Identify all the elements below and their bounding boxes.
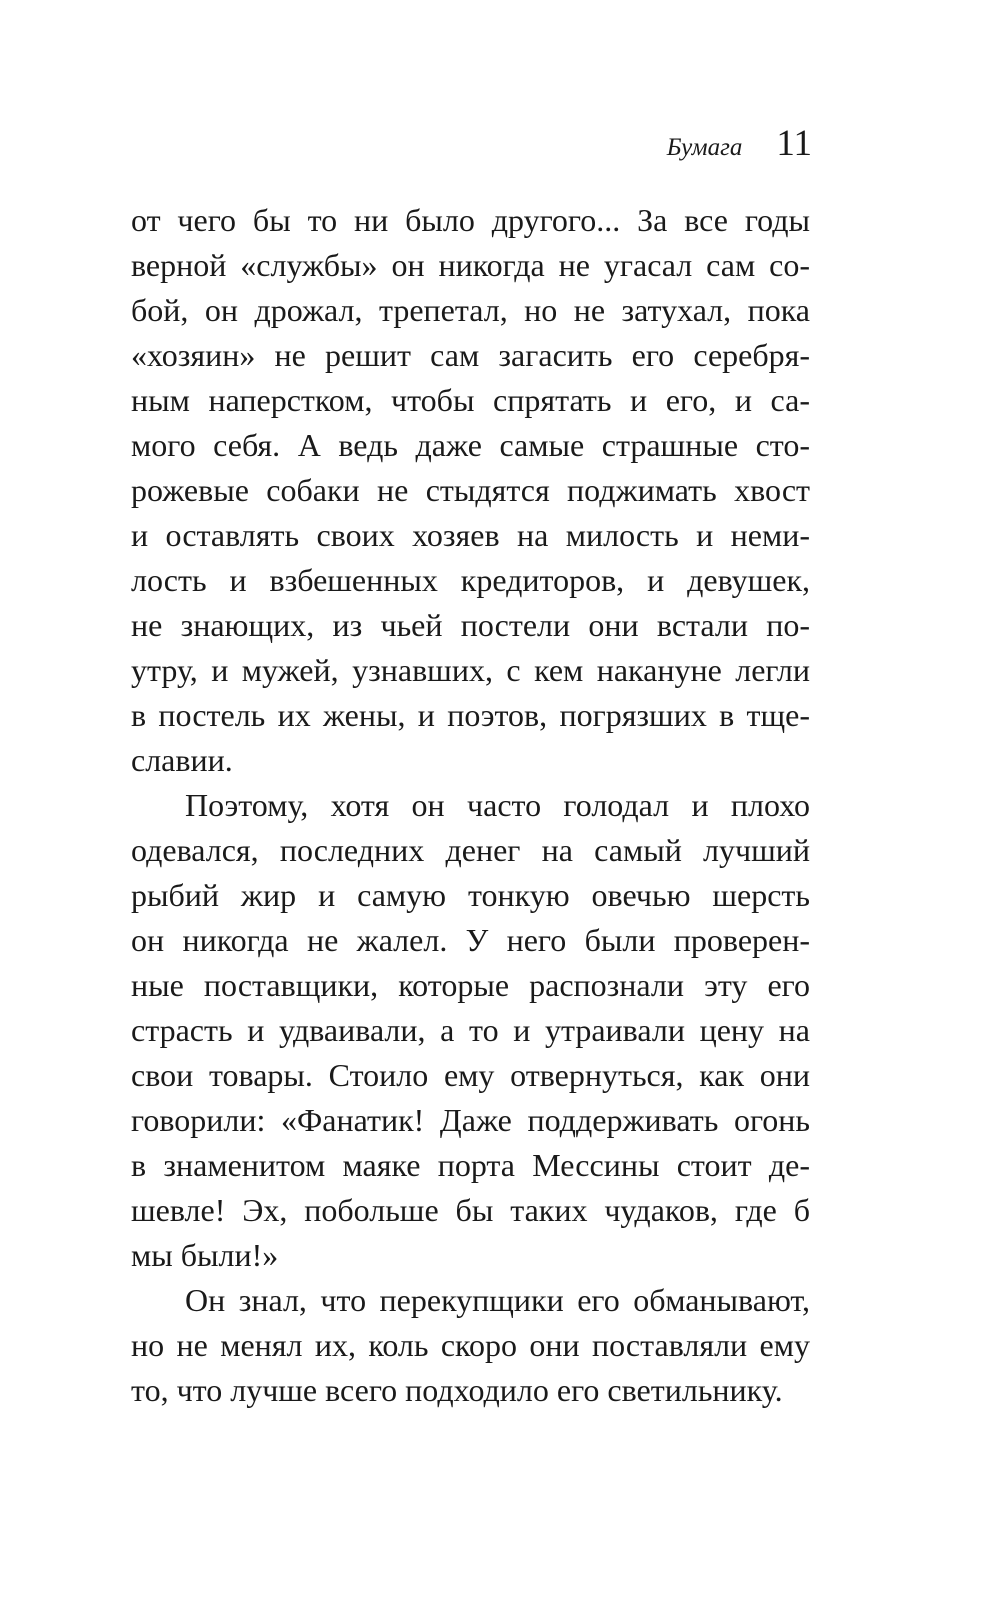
text-line: Поэтому, хотя он часто голодал и плохо xyxy=(185,787,810,823)
text-line: то, что лучше всего подходило его светильнику. xyxy=(131,1372,783,1408)
text-line: в знаменитом маяке порта Мессины стоит де- xyxy=(131,1147,810,1183)
text-line: не знающих, из чьей постели они встали по- xyxy=(131,607,810,643)
paragraph xyxy=(131,783,810,1278)
text-line: он никогда не жалел. У него были проверен- xyxy=(131,922,810,958)
page-number: 11 xyxy=(776,123,812,164)
text-line: от чего бы то ни было другого... За все годы xyxy=(131,202,810,238)
text-line: рыбий жир и самую тонкую овечью шерсть xyxy=(131,877,810,913)
text-line: утру, и мужей, узнавших, с кем накануне легли xyxy=(131,652,810,688)
text-line: но не менял их, коль скоро они поставляли ему xyxy=(131,1327,810,1363)
text-line: ные поставщики, которые распознали эту его xyxy=(131,967,810,1003)
page-header xyxy=(667,122,812,165)
running-title: Бумага xyxy=(666,134,743,161)
text-line: верной «службы» он никогда не угасал сам со- xyxy=(131,247,810,283)
paragraph xyxy=(131,198,810,783)
text-line: рожевые собаки не стыдятся поджимать хвост xyxy=(131,472,810,508)
body-text xyxy=(131,198,810,1413)
text-line: и оставлять своих хозяев на милость и неми- xyxy=(131,517,810,553)
text-line: славии. xyxy=(131,742,233,778)
text-line: бой, он дрожал, трепетал, но не затухал, пока xyxy=(131,292,810,328)
text-line: страсть и удваивали, а то и утраивали цену на xyxy=(131,1012,810,1048)
text-line: ным наперстком, чтобы спрятать и его, и са- xyxy=(131,382,810,418)
text-line: свои товары. Стоило ему отвернуться, как они xyxy=(131,1057,810,1093)
text-line: лость и взбешенных кредиторов, и девушек, xyxy=(131,562,810,598)
text-line: Он знал, что перекупщики его обманывают, xyxy=(185,1282,810,1318)
text-line: в постель их жены, и поэтов, погрязших в тще- xyxy=(131,697,810,733)
text-line: мы были!» xyxy=(131,1237,279,1273)
text-line: шевле! Эх, побольше бы таких чудаков, где б xyxy=(131,1192,810,1228)
text-line: «хозяин» не решит сам загасить его серебря- xyxy=(131,337,810,373)
text-line: говорили: «Фанатик! Даже поддерживать огонь xyxy=(131,1102,810,1138)
text-line: мого себя. А ведь даже самые страшные сто- xyxy=(131,427,810,463)
text-line: одевался, последних денег на самый лучший xyxy=(131,832,810,868)
paragraph xyxy=(131,1278,810,1413)
